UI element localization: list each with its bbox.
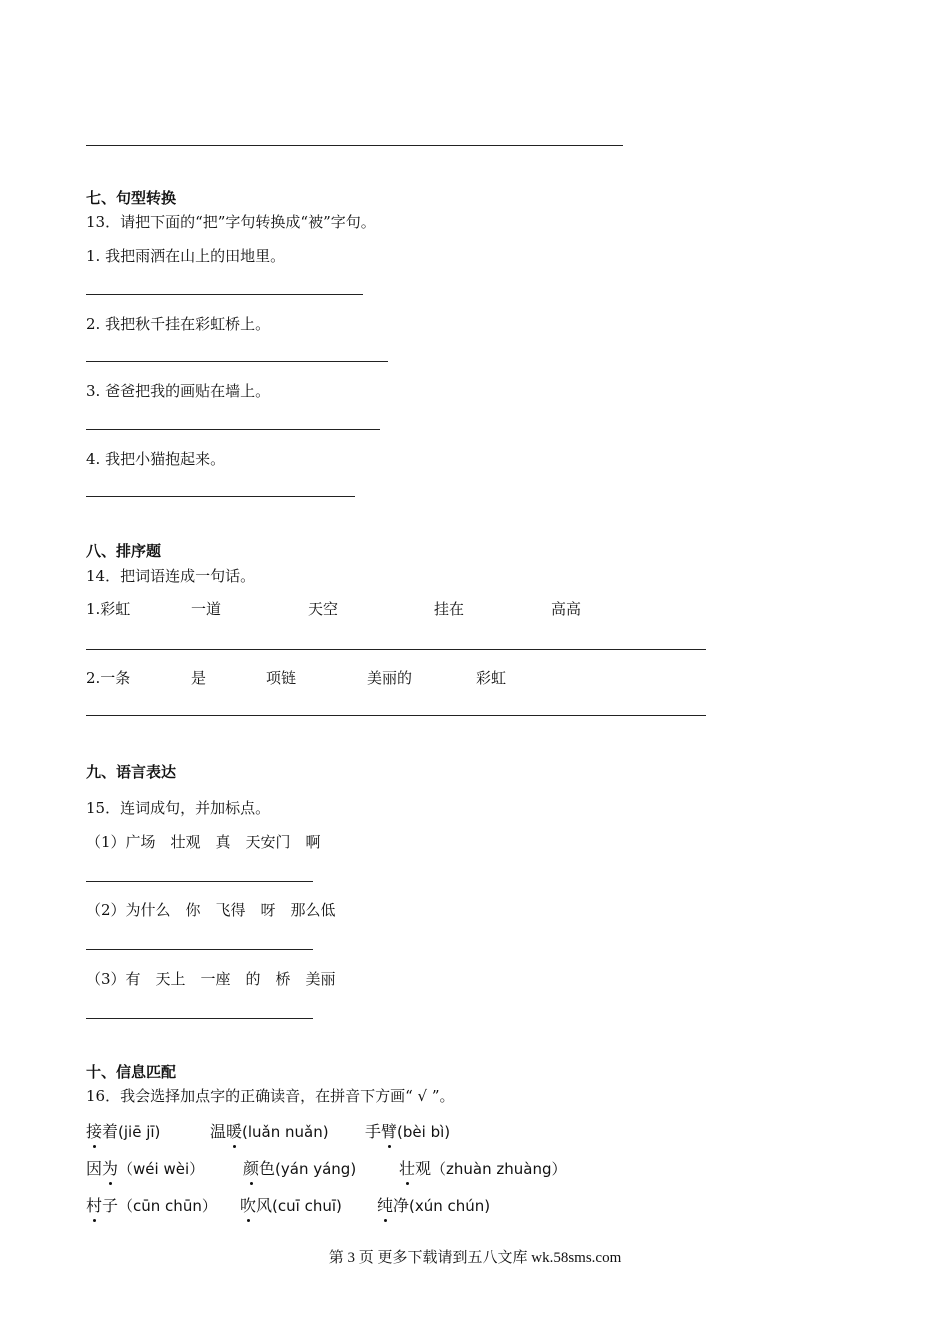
pinyin-options[interactable]: (jiē jī) xyxy=(118,1123,161,1141)
dotted-char: 颜 xyxy=(243,1156,259,1179)
answer-line-q13-1[interactable] xyxy=(86,294,363,295)
char: 净 xyxy=(393,1196,410,1215)
char: 温 xyxy=(210,1122,227,1141)
pinyin-options[interactable]: (yán yáng) xyxy=(275,1160,357,1178)
q15-item-1: （1）广场 壮观 真 天安门 啊 xyxy=(86,833,321,851)
answer-line-q13-4[interactable] xyxy=(86,496,355,497)
question-14: 14．把词语连成一句话。 xyxy=(86,567,256,585)
answer-line-q14-2[interactable] xyxy=(86,715,706,716)
q14-row2-word: 美丽的 xyxy=(367,669,413,687)
answer-line-q14-1[interactable] xyxy=(86,649,706,650)
answer-line-q15-3[interactable] xyxy=(86,1018,313,1019)
q14-row1-word: 一道 xyxy=(191,600,222,618)
dotted-char: 壮 xyxy=(399,1156,415,1179)
q14-row2-word: 2.一条 xyxy=(86,669,131,687)
q14-row1-word: 高高 xyxy=(551,600,582,618)
q14-row1-word: 天空 xyxy=(308,600,339,618)
q13-item-2: 2. 我把秋千挂在彩虹桥上。 xyxy=(86,315,271,333)
q15-item-2: （2）为什么 你 飞得 呀 那么低 xyxy=(86,901,336,919)
section-8-heading: 八、排序题 xyxy=(86,542,162,560)
page-footer: 第 3 页 更多下载请到五八文库 wk.58sms.com xyxy=(328,1250,622,1266)
pinyin-word-2 xyxy=(210,1119,329,1142)
pinyin-word-9 xyxy=(377,1193,490,1216)
pinyin-options[interactable]: (xún chún) xyxy=(409,1197,491,1215)
q14-row2-word: 彩虹 xyxy=(476,669,507,687)
question-15: 15．连词成句，并加标点。 xyxy=(86,799,271,817)
q14-row2-word: 项链 xyxy=(266,669,297,687)
answer-line-q15-2[interactable] xyxy=(86,949,313,950)
char: 着 xyxy=(102,1122,119,1141)
section-10-heading: 十、信息匹配 xyxy=(86,1063,177,1081)
pinyin-options[interactable]: （zhuàn zhuàng） xyxy=(431,1160,567,1178)
q13-item-3: 3. 爸爸把我的画贴在墙上。 xyxy=(86,382,271,400)
pinyin-word-7 xyxy=(86,1193,217,1216)
pinyin-options[interactable]: （cūn chūn） xyxy=(118,1197,217,1215)
dotted-char: 吹 xyxy=(240,1193,256,1216)
q15-item-3: （3）有 天上 一座 的 桥 美丽 xyxy=(86,970,336,988)
answer-line-top[interactable] xyxy=(86,145,623,146)
dotted-char: 村 xyxy=(86,1193,102,1216)
pinyin-word-8 xyxy=(240,1193,342,1216)
q13-item-1: 1. 我把雨洒在山上的田地里。 xyxy=(86,247,286,265)
q14-row1-word: 1.彩虹 xyxy=(86,600,131,618)
answer-line-q15-1[interactable] xyxy=(86,881,313,882)
char: 观 xyxy=(415,1159,432,1178)
pinyin-word-4 xyxy=(86,1156,204,1179)
section-7-heading: 七、句型转换 xyxy=(86,189,177,207)
q13-item-4: 4. 我把小猫抱起来。 xyxy=(86,450,226,468)
char: 色 xyxy=(259,1159,276,1178)
pinyin-word-5 xyxy=(243,1156,356,1179)
pinyin-options[interactable]: (luǎn nuǎn) xyxy=(242,1123,329,1141)
answer-line-q13-2[interactable] xyxy=(86,361,388,362)
answer-line-q13-3[interactable] xyxy=(86,429,380,430)
dotted-char: 纯 xyxy=(377,1193,393,1216)
dotted-char: 为 xyxy=(102,1156,118,1179)
dotted-char: 暖 xyxy=(226,1119,242,1142)
q14-row1-word: 挂在 xyxy=(434,600,465,618)
pinyin-options[interactable]: (cuī chuī) xyxy=(272,1197,342,1215)
char: 手 xyxy=(365,1122,382,1141)
question-13: 13．请把下面的“把”字句转换成“被”字句。 xyxy=(86,213,376,231)
dotted-char: 接 xyxy=(86,1119,102,1142)
char: 风 xyxy=(256,1196,273,1215)
pinyin-word-6 xyxy=(399,1156,567,1179)
char: 因 xyxy=(86,1159,103,1178)
char: 子 xyxy=(102,1196,119,1215)
pinyin-word-3 xyxy=(365,1119,450,1142)
pinyin-word-1 xyxy=(86,1119,160,1142)
dotted-char: 臂 xyxy=(381,1119,397,1142)
section-9-heading: 九、语言表达 xyxy=(86,763,177,781)
question-16: 16．我会选择加点字的正确读音，在拼音下方画“ √ ”。 xyxy=(86,1087,455,1105)
q14-row2-word: 是 xyxy=(191,669,207,687)
pinyin-options[interactable]: (bèi bì) xyxy=(397,1123,451,1141)
pinyin-options[interactable]: （wéi wèi） xyxy=(118,1160,205,1178)
